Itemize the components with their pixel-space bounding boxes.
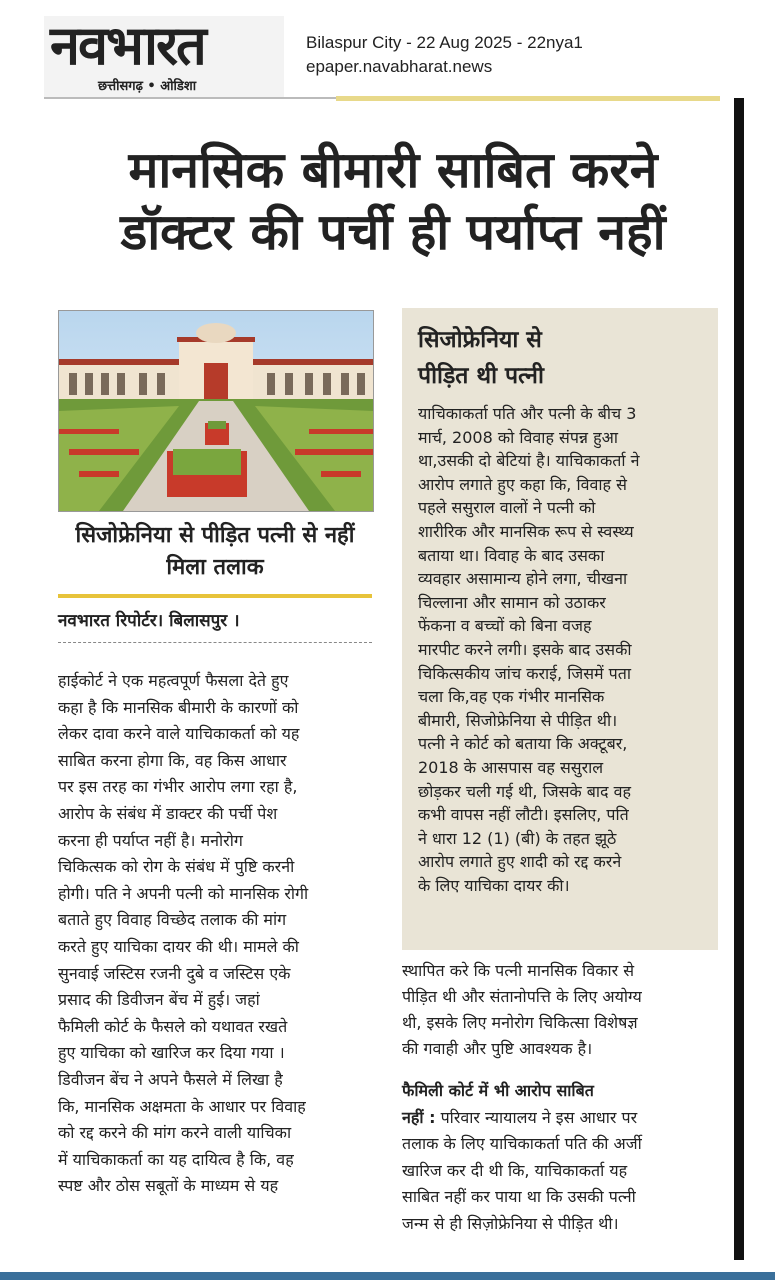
- byline-divider: [58, 642, 372, 643]
- newspaper-logo: नवभारत: [50, 14, 205, 77]
- site-url: epaper.navabharat.news: [306, 57, 493, 76]
- caption-rule: [58, 594, 372, 598]
- headline-line-2: डॉक्टर की पर्ची ही पर्याप्त नहीं: [120, 203, 666, 261]
- sidebar-box-body: याचिकाकर्ता पति और पत्नी के बीच 3 मार्च, 2008 को विवाह संपन्न हुआ था,उसकी दो बेटियां है। याचिकाकर्ता ने आरोप लगाते हुए कहा कि, विवाह से पहले ससुराल वालों ने पत्नी को शारीरिक और मानसिक रूप से स्वस्थ्य बताया था। विवाह के बाद उसका व्यवहार असामान्य होने लगा, चीखना चिल्लाना और सामान को उठाकर फेंकना व बच्चों को बिना वजह मारपीट करने लगी। इसके बाद उसकी चिकित्सकीय जांच कराई, जिसमें पता चला कि,वह एक गंभीर मानसिक बीमारी, सिजोफ्रेनिया से पीड़ित थी। पत्नी ने कोर्ट को बताया कि अक्टूबर, 2018 के आसपास वह ससुराल छोड़कर चली गई थी, जिसके बाद वह कभी वापस नहीं लौटी। इसलिए, पति ने धारा 12 (1) (बी) के तहत झूठे आरोप लगाते हुए शादी को रद्द करने के लिए याचिका दायर की।: [418, 404, 640, 895]
- page-edge-bar: [734, 98, 744, 1260]
- header-divider: [44, 97, 336, 99]
- high-court-photo: [58, 310, 374, 512]
- header-accent-rule: [336, 96, 720, 101]
- article-body-left: हाईकोर्ट ने एक महत्वपूर्ण फैसला देते हुए कहा है कि मानसिक बीमारी के कारणों को लेकर दावा करने वाले याचिकाकर्ता को यह साबित करना होगा कि, वह किस आधार पर इस तरह का गंभीर आरोप लगा रहा है, आरोप के संबंध में डाक्टर की पर्ची पेश करना ही पर्याप्त नहीं है। मनोरोग चिकित्सक को रोग के संबंध में पुष्टि करनी होगी। पति ने अपनी पत्नी को मानसिक रोगी बताते हुए विवाह विच्छेद तलाक की मांग करते हुए याचिका दायर की थी। मामले की सुनवाई जस्टिस रजनी दुबे व जस्टिस एके प्रसाद की डिवीजन बेंच में हुई। जहां फैमिली कोर्ट के फैसले को यथावत रखते हुए याचिका को खारिज कर दिया गया । डिवीजन बेंच ने अपने फैसले में लिखा है कि, मानसिक अक्षमता के आधार पर विवाह को रद्द करने की मांग करने वाली याचिका में याचिकाकर्ता का यह दायित्व है कि, वह स्पष्ट और ठोस सबूतों के माध्यम से यह: [58, 671, 309, 1196]
- masthead: [0, 0, 775, 100]
- headline-line-1: मानसिक बीमारी साबित करने: [128, 141, 658, 199]
- building-illustration: [59, 311, 373, 511]
- edition-info: Bilaspur City - 22 Aug 2025 - 22nya1: [306, 33, 583, 52]
- bottom-bar: [0, 1272, 775, 1280]
- sidebar-box-title: सिजोफ्रेनिया से पीड़ित थी पत्नी: [418, 327, 544, 389]
- article-body-right-continued: [402, 1078, 720, 1238]
- logo-subtitle: छत्तीसगढ़ • ओडिशा: [98, 79, 197, 94]
- subheading-body: परिवार न्यायालय ने इस आधार पर तलाक के लिए याचिकाकर्ता पति की अर्जी खारिज कर दी थी कि, याचिकाकर्ता यह साबित नहीं कर पाया था कि उसकी पत्नी जन्म से ही सिज़ोफ्रेनिया से पीड़ित थी।: [402, 1107, 642, 1233]
- article-body-right: स्थापित करे कि पत्नी मानसिक विकार से पीड़ित थी और संतानोपत्ति के लिए अयोग्य थी, इसके लिए मनोरोग चिकित्सा विशेषज्ञ की गवाही और पुष्टि आवश्यक है।: [402, 961, 642, 1058]
- photo-caption: सिजोफ्रेनिया से पीड़ित पत्नी से नहीं मिला तलाक: [75, 523, 355, 580]
- subheading: फैमिली कोर्ट में भी आरोप साबित नहीं :: [402, 1081, 594, 1127]
- byline: नवभारत रिपोर्टर। बिलासपुर ।: [58, 611, 240, 631]
